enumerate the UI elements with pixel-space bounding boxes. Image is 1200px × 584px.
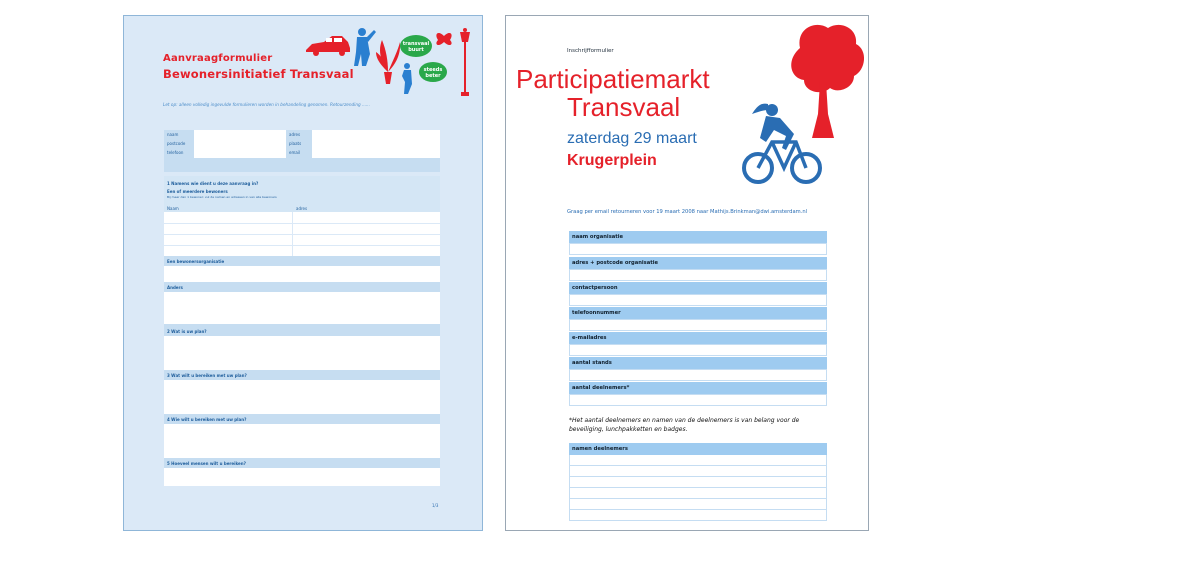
input-aantal-deelnemers[interactable] bbox=[569, 394, 827, 406]
form-title-line2: Bewonersinitiatief Transvaal bbox=[163, 67, 354, 81]
label-naam: naam bbox=[167, 132, 179, 137]
field-emailadres bbox=[569, 332, 827, 344]
field-label: aantal deelnemers* bbox=[572, 385, 630, 391]
child-icon bbox=[402, 63, 412, 94]
other-input[interactable] bbox=[164, 292, 440, 324]
contact-input-left[interactable] bbox=[194, 130, 286, 158]
person-icon bbox=[354, 28, 376, 66]
names-row[interactable] bbox=[569, 510, 827, 521]
label-plaats: plaats bbox=[289, 141, 302, 146]
svg-text:steeds: steeds bbox=[423, 67, 443, 73]
application-form-page bbox=[123, 15, 483, 531]
question-5: 5 Hoeveel mensen wilt u bereiken? bbox=[167, 461, 246, 466]
question-2: 2 Wat is uw plan? bbox=[167, 329, 207, 334]
names-row[interactable] bbox=[569, 466, 827, 477]
names-row[interactable] bbox=[569, 477, 827, 488]
cyclist-icon bbox=[744, 104, 820, 182]
input-aantal-stands[interactable] bbox=[569, 369, 827, 381]
question-1: 1 Namens wie dient u deze aanvraag in? bbox=[167, 181, 259, 186]
event-location: Krugerplein bbox=[567, 152, 657, 169]
goal-input[interactable] bbox=[164, 380, 440, 414]
field-aantal-deelnemers bbox=[569, 382, 827, 394]
registration-form-page bbox=[505, 15, 869, 531]
organisation-input[interactable] bbox=[164, 266, 440, 282]
event-title-line2: Transvaal bbox=[567, 92, 681, 122]
event-date: zaterdag 29 maart bbox=[567, 130, 697, 147]
field-label: naam organisatie bbox=[572, 234, 624, 240]
svg-text:transvaal: transvaal bbox=[402, 41, 430, 47]
event-illustrations bbox=[738, 18, 870, 188]
col-adres: adres bbox=[296, 206, 308, 211]
plan-input[interactable] bbox=[164, 336, 440, 370]
return-instruction: Graag per email retourneren voor 19 maart 2008 naar Mathijs.Brinkman@dwi.amsterdam.nl bbox=[567, 209, 808, 215]
field-label: e-mailadres bbox=[572, 335, 607, 341]
plant-icon bbox=[376, 40, 400, 84]
input-contactpersoon[interactable] bbox=[569, 294, 827, 306]
steeds-beter-logo-icon bbox=[419, 62, 447, 82]
field-label: adres + postcode organisatie bbox=[572, 260, 659, 266]
audience-input[interactable] bbox=[164, 424, 440, 458]
transvaal-buurt-logo-icon bbox=[400, 35, 432, 57]
count-input[interactable] bbox=[164, 468, 440, 486]
names-row[interactable] bbox=[569, 455, 827, 466]
field-aantal-stands bbox=[569, 357, 827, 369]
input-telefoonnummer[interactable] bbox=[569, 319, 827, 331]
form-title-line1: Aanvraagformulier bbox=[163, 53, 273, 64]
question-3: 3 Wat wilt u bereiken met uw plan? bbox=[167, 373, 247, 378]
butterfly-icon bbox=[436, 33, 451, 45]
names-header-label: namen deelnemers bbox=[572, 446, 628, 452]
q1-sub: Een of meerdere bewoners bbox=[167, 189, 228, 194]
option-organisation: Een bewonersorganisatie bbox=[167, 259, 225, 264]
form-label: Inschrijfformulier bbox=[567, 48, 614, 54]
header-illustrations bbox=[304, 26, 479, 98]
field-adres-postcode bbox=[569, 257, 827, 269]
svg-text:beter: beter bbox=[425, 73, 441, 79]
field-label: telefoonnummer bbox=[572, 310, 621, 316]
field-label: aantal stands bbox=[572, 360, 612, 366]
names-header bbox=[569, 443, 827, 455]
page-number: 1/3 bbox=[432, 503, 439, 508]
input-adres-postcode[interactable] bbox=[569, 269, 827, 281]
contact-input-right[interactable] bbox=[312, 130, 440, 158]
form-note: Let op: alleen volledig ingevulde formulieren worden in behandeling genomen. Retourzending ...... bbox=[163, 102, 370, 107]
names-row[interactable] bbox=[569, 488, 827, 499]
q1-sub-note: Bij meer dan 1 bewoner: vul de namen en adressen in van alle bewoners bbox=[167, 195, 277, 199]
field-contactpersoon bbox=[569, 282, 827, 294]
label-postcode: postcode bbox=[167, 141, 186, 146]
names-row[interactable] bbox=[569, 499, 827, 510]
label-email: email bbox=[289, 150, 301, 155]
input-emailadres[interactable] bbox=[569, 344, 827, 356]
label-adres: adres bbox=[289, 132, 301, 137]
tree-icon bbox=[791, 25, 864, 138]
street-lamp-icon bbox=[460, 28, 470, 96]
option-other: Anders bbox=[167, 285, 183, 290]
footnote: *Het aantal deelnemers en namen van de deelnemers is van belang voor de beveiliging, lunchpakketten en badges. bbox=[569, 417, 800, 433]
input-naam-organisatie[interactable] bbox=[569, 243, 827, 255]
event-title-line1: Participatiemarkt bbox=[516, 64, 710, 94]
svg-text:buurt: buurt bbox=[408, 47, 424, 53]
car-icon bbox=[306, 36, 350, 56]
field-telefoonnummer bbox=[569, 307, 827, 319]
field-naam-organisatie bbox=[569, 231, 827, 243]
col-naam: Naam bbox=[167, 206, 179, 211]
question-4: 4 Wie wilt u bereiken met uw plan? bbox=[167, 417, 247, 422]
field-label: contactpersoon bbox=[572, 285, 618, 291]
label-telefoon: telefoon bbox=[167, 150, 184, 155]
